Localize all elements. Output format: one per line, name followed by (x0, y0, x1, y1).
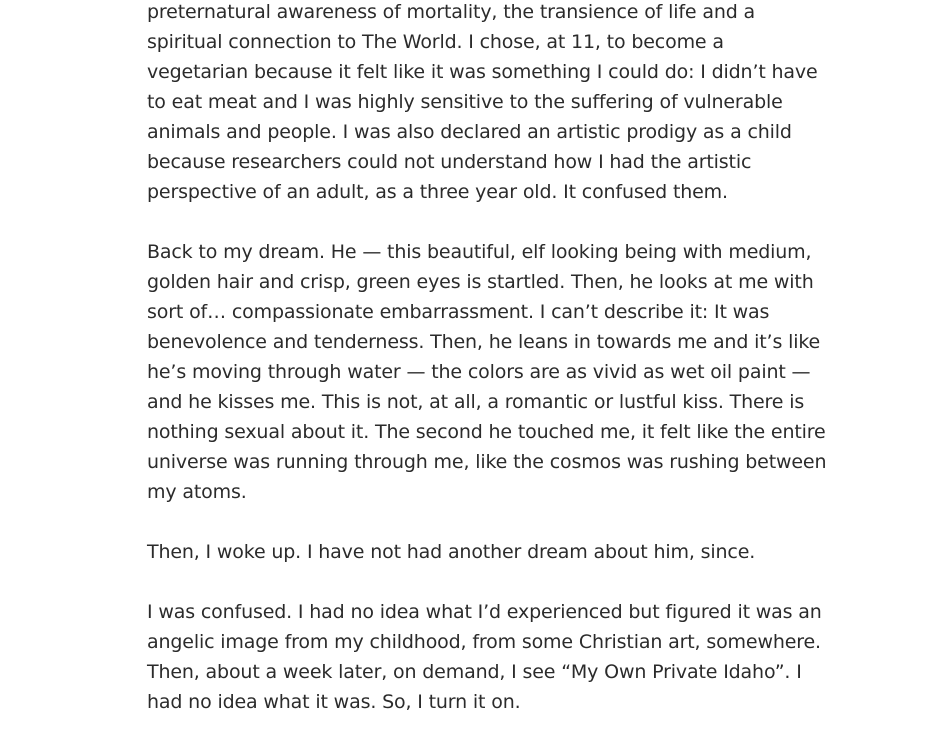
paragraph-woke-up: Then, I woke up. I have not had another dream about him, since. (147, 541, 756, 563)
paragraph-confused: I was confused. I had no idea what I’d experienced but figured it was an angelic image from my childhood, from some Christian art, somewhere. Then, about a week later, on demand, I see “My Own Private Idaho”. I had no idea what it was. So, I turn it on. (147, 601, 822, 713)
paragraph-childhood: preternatural awareness of mortality, the transience of life and a spiritual connection to The World. I chose, at 11, to become a vegetarian because it felt like it was something I could do: I didn’t have to eat meat and I was highly sensitive to the suffering of vulnerable animals and people. I was also declared an artistic prodigy as a child because researchers could not understand how I had the artistic perspective of an adult, as a three year old. It confused them. (147, 1, 818, 203)
article-body (147, 0, 827, 747)
paragraph-dream: Back to my dream. He — this beautiful, elf looking being with medium, golden hair and crisp, green eyes is startled. Then, he looks at me with sort of… compassionate embarrassment. I can’t describe it: It was benevolence and tenderness. Then, he leans in towards me and it’s like he’s moving through water — the colors are as vivid as wet oil paint — and he kisses me. This is not, at all, a romantic or lustful kiss. There is nothing sexual about it. The second he touched me, it felt like the entire universe was running through me, like the cosmos was rushing between my atoms. (147, 241, 827, 503)
